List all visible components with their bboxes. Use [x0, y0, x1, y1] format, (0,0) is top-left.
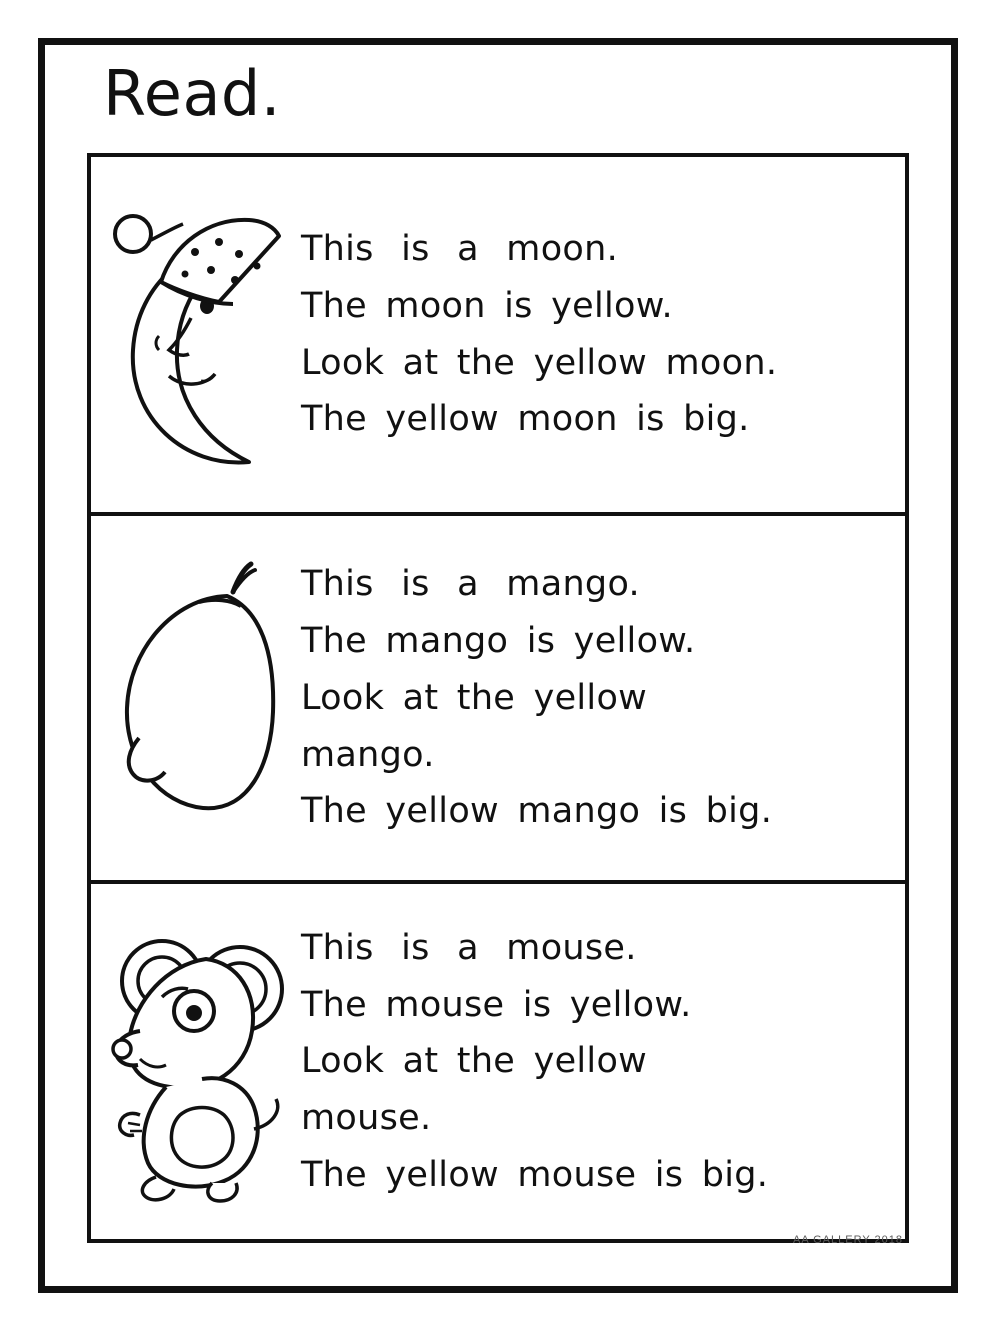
sentence-line: The yellow mango is big.	[301, 791, 773, 832]
table-row	[91, 516, 905, 884]
page-title: Read.	[103, 57, 281, 130]
sentence-line: The yellow moon is big.	[301, 399, 750, 440]
credit-text: AA GALLERY 2018	[793, 1234, 903, 1246]
sentence-line: Look at the yellow	[301, 1041, 648, 1082]
sentence-line: Look at the yellow	[301, 677, 648, 718]
moon-illustration-cell	[91, 157, 301, 512]
worksheet-border	[38, 38, 958, 1293]
table-row	[91, 884, 905, 1239]
sentence-line: The moon is yellow.	[301, 285, 673, 326]
sentence-line: This is a mouse.	[301, 927, 637, 968]
sentence-line: mango.	[301, 734, 435, 775]
sentence-line: Look at the yellow moon.	[301, 342, 778, 383]
mango-text-cell	[301, 516, 905, 880]
sentence-line: The yellow mouse is big.	[301, 1154, 769, 1195]
moon-with-nightcap-icon	[99, 190, 294, 480]
sentence-line: The mouse is yellow.	[301, 984, 692, 1025]
mouse-text-cell	[301, 884, 905, 1239]
mango-illustration-cell	[91, 516, 301, 880]
mango-icon	[99, 558, 294, 838]
mouse-icon	[96, 919, 296, 1204]
sentence-line: This is a mango.	[301, 564, 640, 605]
table-row	[91, 157, 905, 516]
moon-text-cell	[301, 157, 905, 512]
mouse-illustration-cell	[91, 884, 301, 1239]
sentence-line: mouse.	[301, 1097, 432, 1138]
reading-table	[87, 153, 909, 1243]
sentence-line: This is a moon.	[301, 229, 619, 270]
sentence-line: The mango is yellow.	[301, 621, 696, 662]
